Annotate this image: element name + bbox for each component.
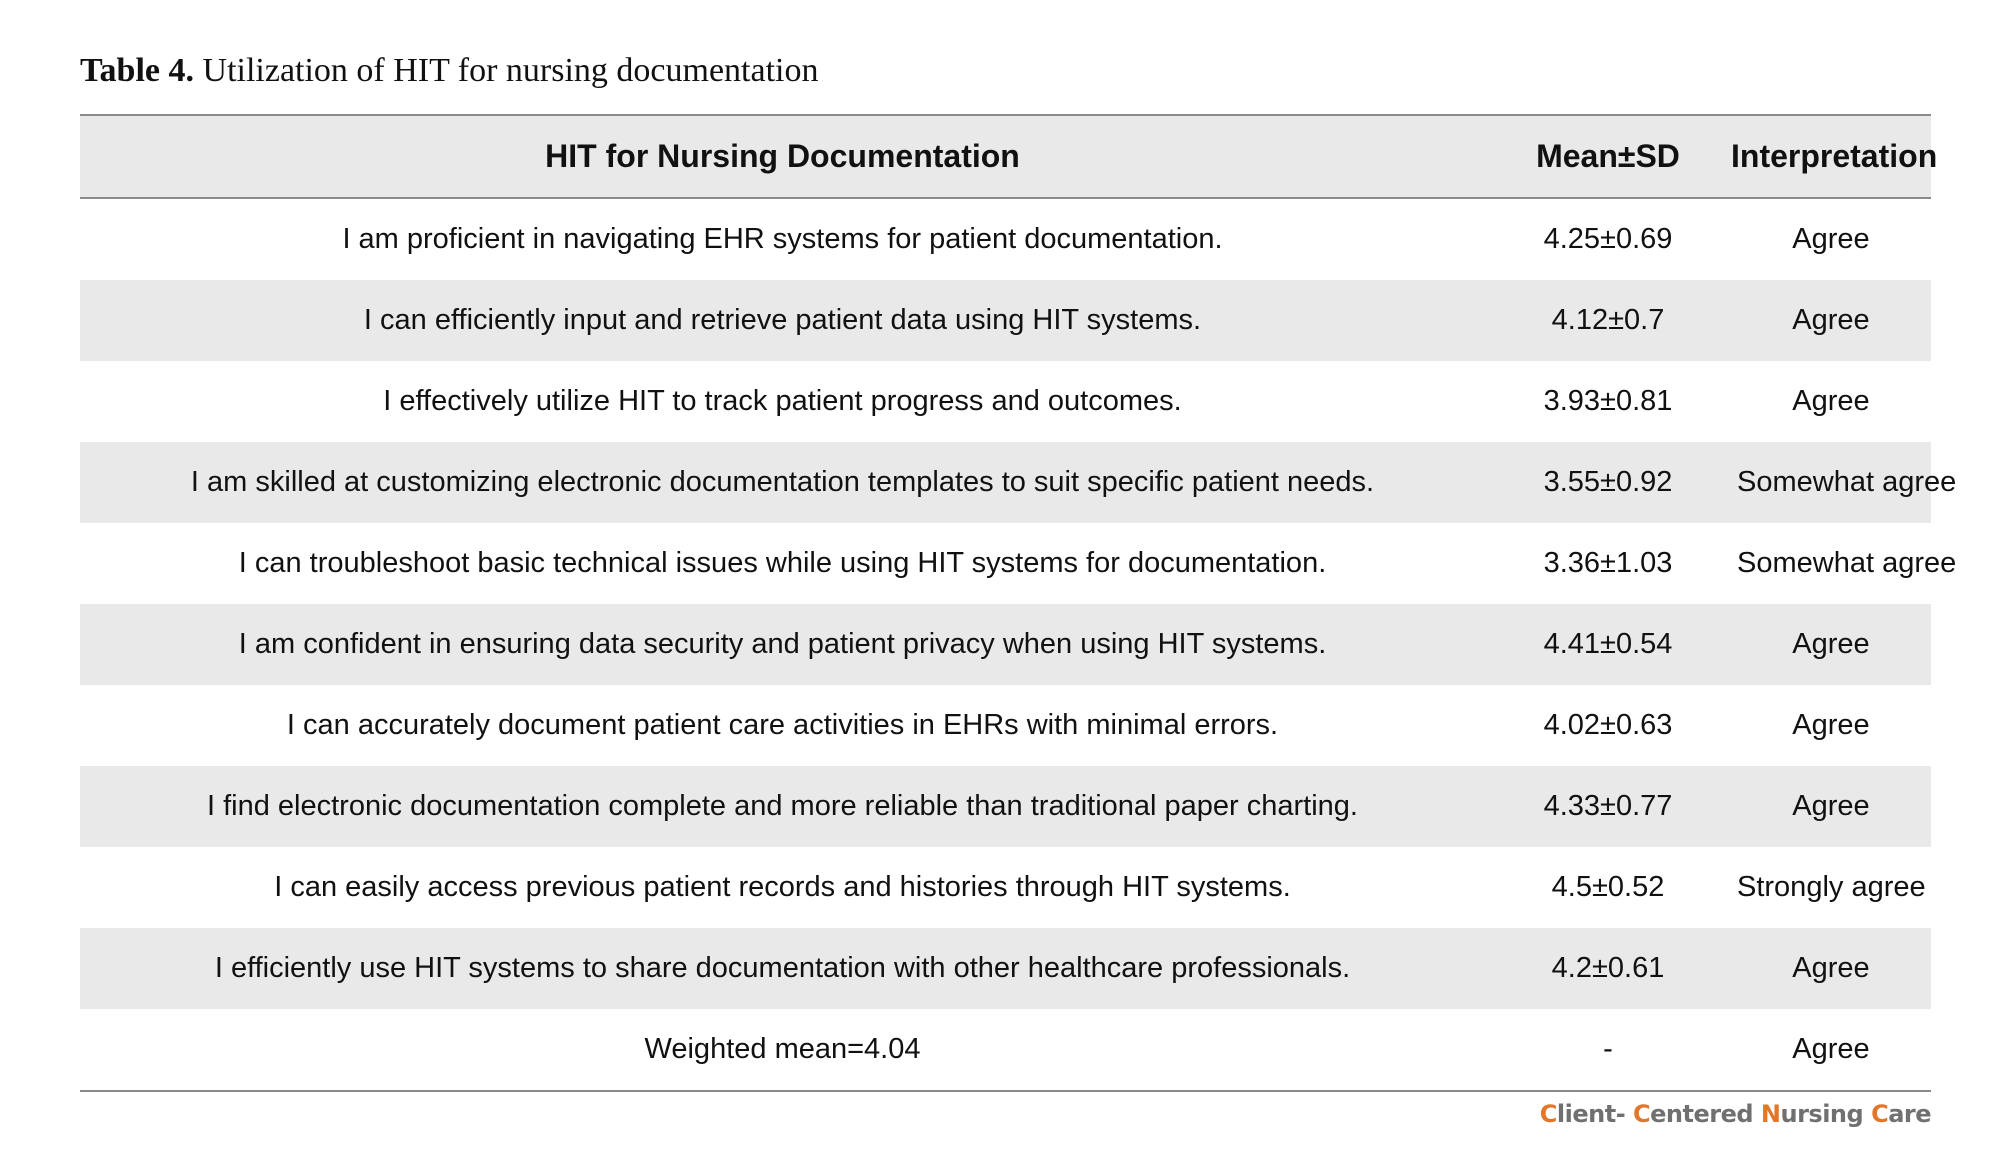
- table-row: [80, 766, 1931, 847]
- mean-sd-cell: 4.02±0.63: [1543, 709, 1673, 741]
- interpretation-cell: Agree: [1792, 709, 1870, 741]
- interpretation-cell: Somewhat agree: [1737, 466, 1957, 498]
- table-row: [80, 523, 1931, 604]
- summary-row: [80, 1009, 1931, 1091]
- column-header-item: HIT for Nursing Documentation: [80, 115, 1485, 198]
- item-cell: I am skilled at customizing electronic documentation templates to suit specific patient needs.: [190, 466, 1375, 498]
- item-cell: I can accurately document patient care activities in EHRs with minimal errors.: [286, 709, 1279, 741]
- mean-sd-cell: 4.33±0.77: [1543, 790, 1673, 822]
- item-cell: I am proficient in navigating EHR systems for patient documentation.: [342, 223, 1223, 255]
- mean-sd-cell: 3.55±0.92: [1543, 466, 1673, 498]
- journal-logo: [1540, 1100, 1931, 1128]
- table-row: [80, 280, 1931, 361]
- item-cell: I can efficiently input and retrieve patient data using HIT systems.: [363, 304, 1202, 336]
- table-row: [80, 847, 1931, 928]
- logo-text: entered: [1650, 1100, 1761, 1128]
- mean-sd-cell: 4.2±0.61: [1551, 952, 1665, 984]
- item-cell: I efficiently use HIT systems to share documentation with other healthcare professionals.: [214, 952, 1351, 984]
- column-header-mean-sd: Mean±SD: [1485, 115, 1731, 198]
- interpretation-cell: Agree: [1792, 790, 1870, 822]
- table-header: [80, 115, 1938, 198]
- interpretation-cell: Agree: [1731, 1009, 1931, 1091]
- table-body: [80, 198, 1957, 1091]
- item-cell: I can troubleshoot basic technical issues while using HIT systems for documentation.: [238, 547, 1327, 579]
- logo-letter: C: [1633, 1100, 1651, 1128]
- mean-sd-cell: -: [1485, 1009, 1731, 1091]
- data-table-container: [80, 114, 1957, 1092]
- logo-letter: C: [1871, 1100, 1889, 1128]
- mean-sd-cell: 4.41±0.54: [1543, 628, 1673, 660]
- data-table: [80, 114, 1957, 1092]
- weighted-mean-cell: Weighted mean=4.04: [80, 1009, 1485, 1091]
- mean-sd-cell: 4.25±0.69: [1543, 223, 1673, 255]
- mean-sd-cell: 4.5±0.52: [1551, 871, 1665, 903]
- table-label: Table 4.: [80, 52, 195, 89]
- interpretation-cell: Somewhat agree: [1737, 547, 1957, 579]
- logo-text: are: [1888, 1100, 1931, 1128]
- interpretation-cell: Agree: [1792, 628, 1870, 660]
- item-cell: I effectively utilize HIT to track patient progress and outcomes.: [383, 385, 1182, 417]
- table-row: [80, 685, 1931, 766]
- interpretation-cell: Agree: [1792, 223, 1870, 255]
- mean-sd-cell: 3.93±0.81: [1543, 385, 1673, 417]
- interpretation-cell: Strongly agree: [1737, 871, 1926, 903]
- logo-letter: C: [1539, 1100, 1557, 1128]
- table-caption: [80, 52, 818, 90]
- table-row: [80, 604, 1931, 685]
- logo-letter: N: [1760, 1100, 1781, 1128]
- item-cell: I find electronic documentation complete and more reliable than traditional paper charting.: [206, 790, 1358, 822]
- interpretation-cell: Agree: [1792, 952, 1870, 984]
- table-row: [80, 928, 1931, 1009]
- table-row: [80, 442, 1931, 523]
- interpretation-cell: Agree: [1792, 385, 1870, 417]
- header-row: [80, 115, 1931, 198]
- item-cell: I am confident in ensuring data security and patient privacy when using HIT systems.: [238, 628, 1327, 660]
- item-cell: I can easily access previous patient records and histories through HIT systems.: [274, 871, 1291, 903]
- table-row: [80, 361, 1931, 442]
- logo-text: ursing: [1780, 1100, 1872, 1128]
- interpretation-cell: Agree: [1792, 304, 1870, 336]
- table-row: [80, 198, 1931, 280]
- mean-sd-cell: 4.12±0.7: [1551, 304, 1665, 336]
- column-header-interpretation: Interpretation: [1731, 115, 1931, 198]
- logo-text: lient-: [1556, 1100, 1634, 1128]
- mean-sd-cell: 3.36±1.03: [1543, 547, 1673, 579]
- table-title: Utilization of HIT for nursing documentation: [202, 52, 819, 89]
